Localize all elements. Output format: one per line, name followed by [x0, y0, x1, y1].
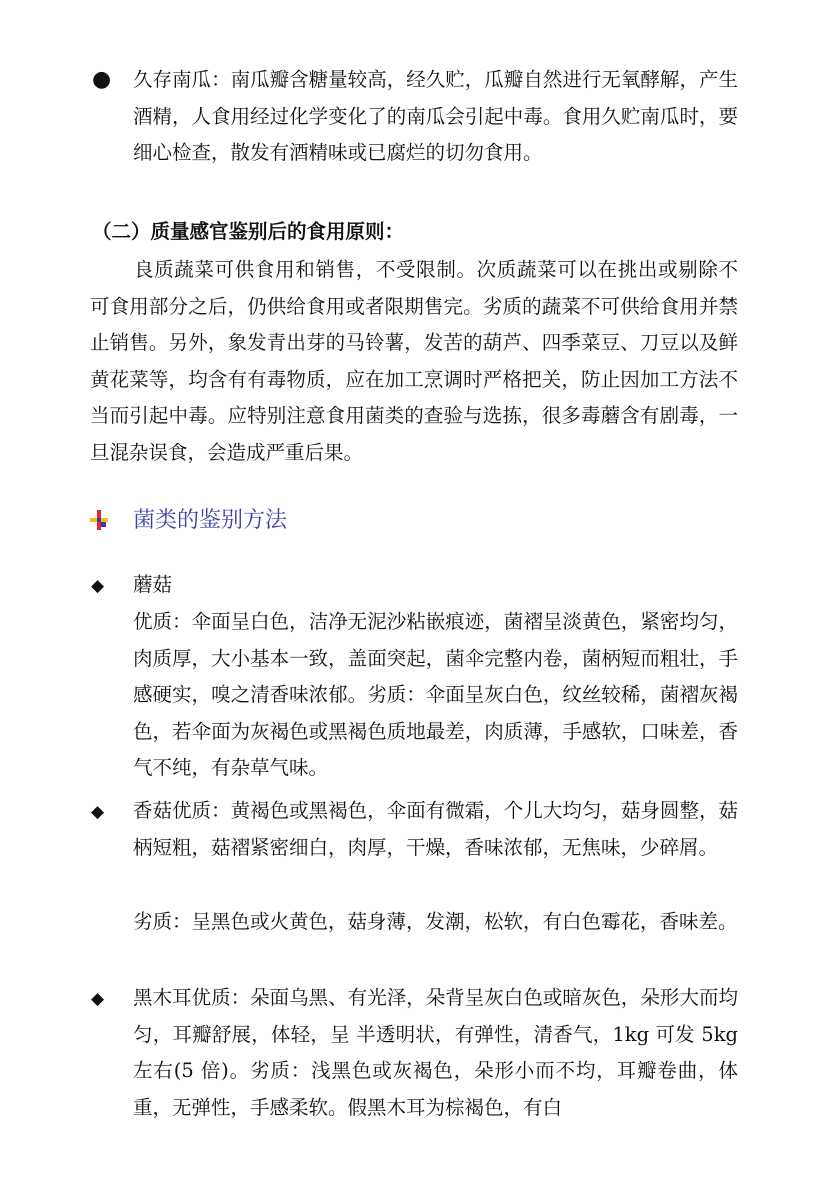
principles-paragraph: 良质蔬菜可供食用和销售，不受限制。次质蔬菜可以在挑出或剔除不可食用部分之后，仍供给食用或者限期售完。劣质的蔬菜不可供给食用并禁止销售。另外，象发青出芽的马铃薯，发苦的葫芦、四季菜豆、刀豆以及鲜黄花菜等，均含有有毒物质，应在加工烹调时严格把关，防止因加工方法不当而引起中毒。应特别注意食用菌类的查验与选拣，很多毒蘑含有剧毒，一旦混杂误食，会造成严重后果。: [90, 258, 738, 464]
section-bullet-icon: [90, 510, 108, 530]
mushroom-paragraph: 优质：伞面呈白色，洁净无泥沙粘嵌痕迹，菌褶呈淡黄色，紧密均匀，肉质厚，大小基本一致，盖面突起，菌伞完整内卷，菌柄短而粗壮，手感硬实，嗅之清香味浓郁。劣质：伞面呈灰白色，纹丝较稀，菌褶灰褐色，若伞面为灰褐色或黑褐色质地最差，肉质薄，手感软，口味差，香气不纯，有杂草气味。: [133, 610, 738, 779]
shiitake-bad-paragraph: 劣质：呈黑色或火黄色，菇身薄，发潮，松软，有白色霉花，香味差。: [133, 910, 738, 933]
bullet-diamond: ◆: [91, 576, 105, 596]
pumpkin-paragraph: 久存南瓜：南瓜瓣含糖量较高，经久贮，瓜瓣自然进行无氧酵解，产生酒精，人食用经过化学变化了的南瓜会引起中毒。食用久贮南瓜时，要细心检查，散发有酒精味或已腐烂的切勿食用。: [133, 68, 738, 164]
bullet-diamond: ◆: [91, 989, 105, 1009]
principles-heading: （二）质量感官鉴别后的食用原则：: [92, 220, 405, 243]
bullet-diamond: ◆: [91, 802, 105, 822]
shiitake-good-paragraph: 香菇优质：黄褐色或黑褐色，伞面有微霜，个儿大均匀，菇身圆整，菇柄短粗，菇褶紧密细白，肉厚，干燥，香味浓郁，无焦味，少碎屑。: [133, 799, 738, 859]
bullet-disc: ●: [92, 67, 112, 92]
fungus-paragraph: 黑木耳优质：朵面乌黑、有光泽，朵背呈灰白色或暗灰色，朵形大而均匀，耳瓣舒展，体轻，呈 半透明状，有弹性，清香气，1kg 可发 5kg 左右(5 倍)。劣质：浅黑色或灰褐色，朵形小而不均，耳瓣卷曲，体重，无弹性，手感柔软。假黑木耳为棕褐色，有白: [133, 986, 738, 1119]
section-title: 菌类的鉴别方法: [133, 508, 288, 533]
mushroom-name: 蘑菇: [133, 573, 173, 596]
